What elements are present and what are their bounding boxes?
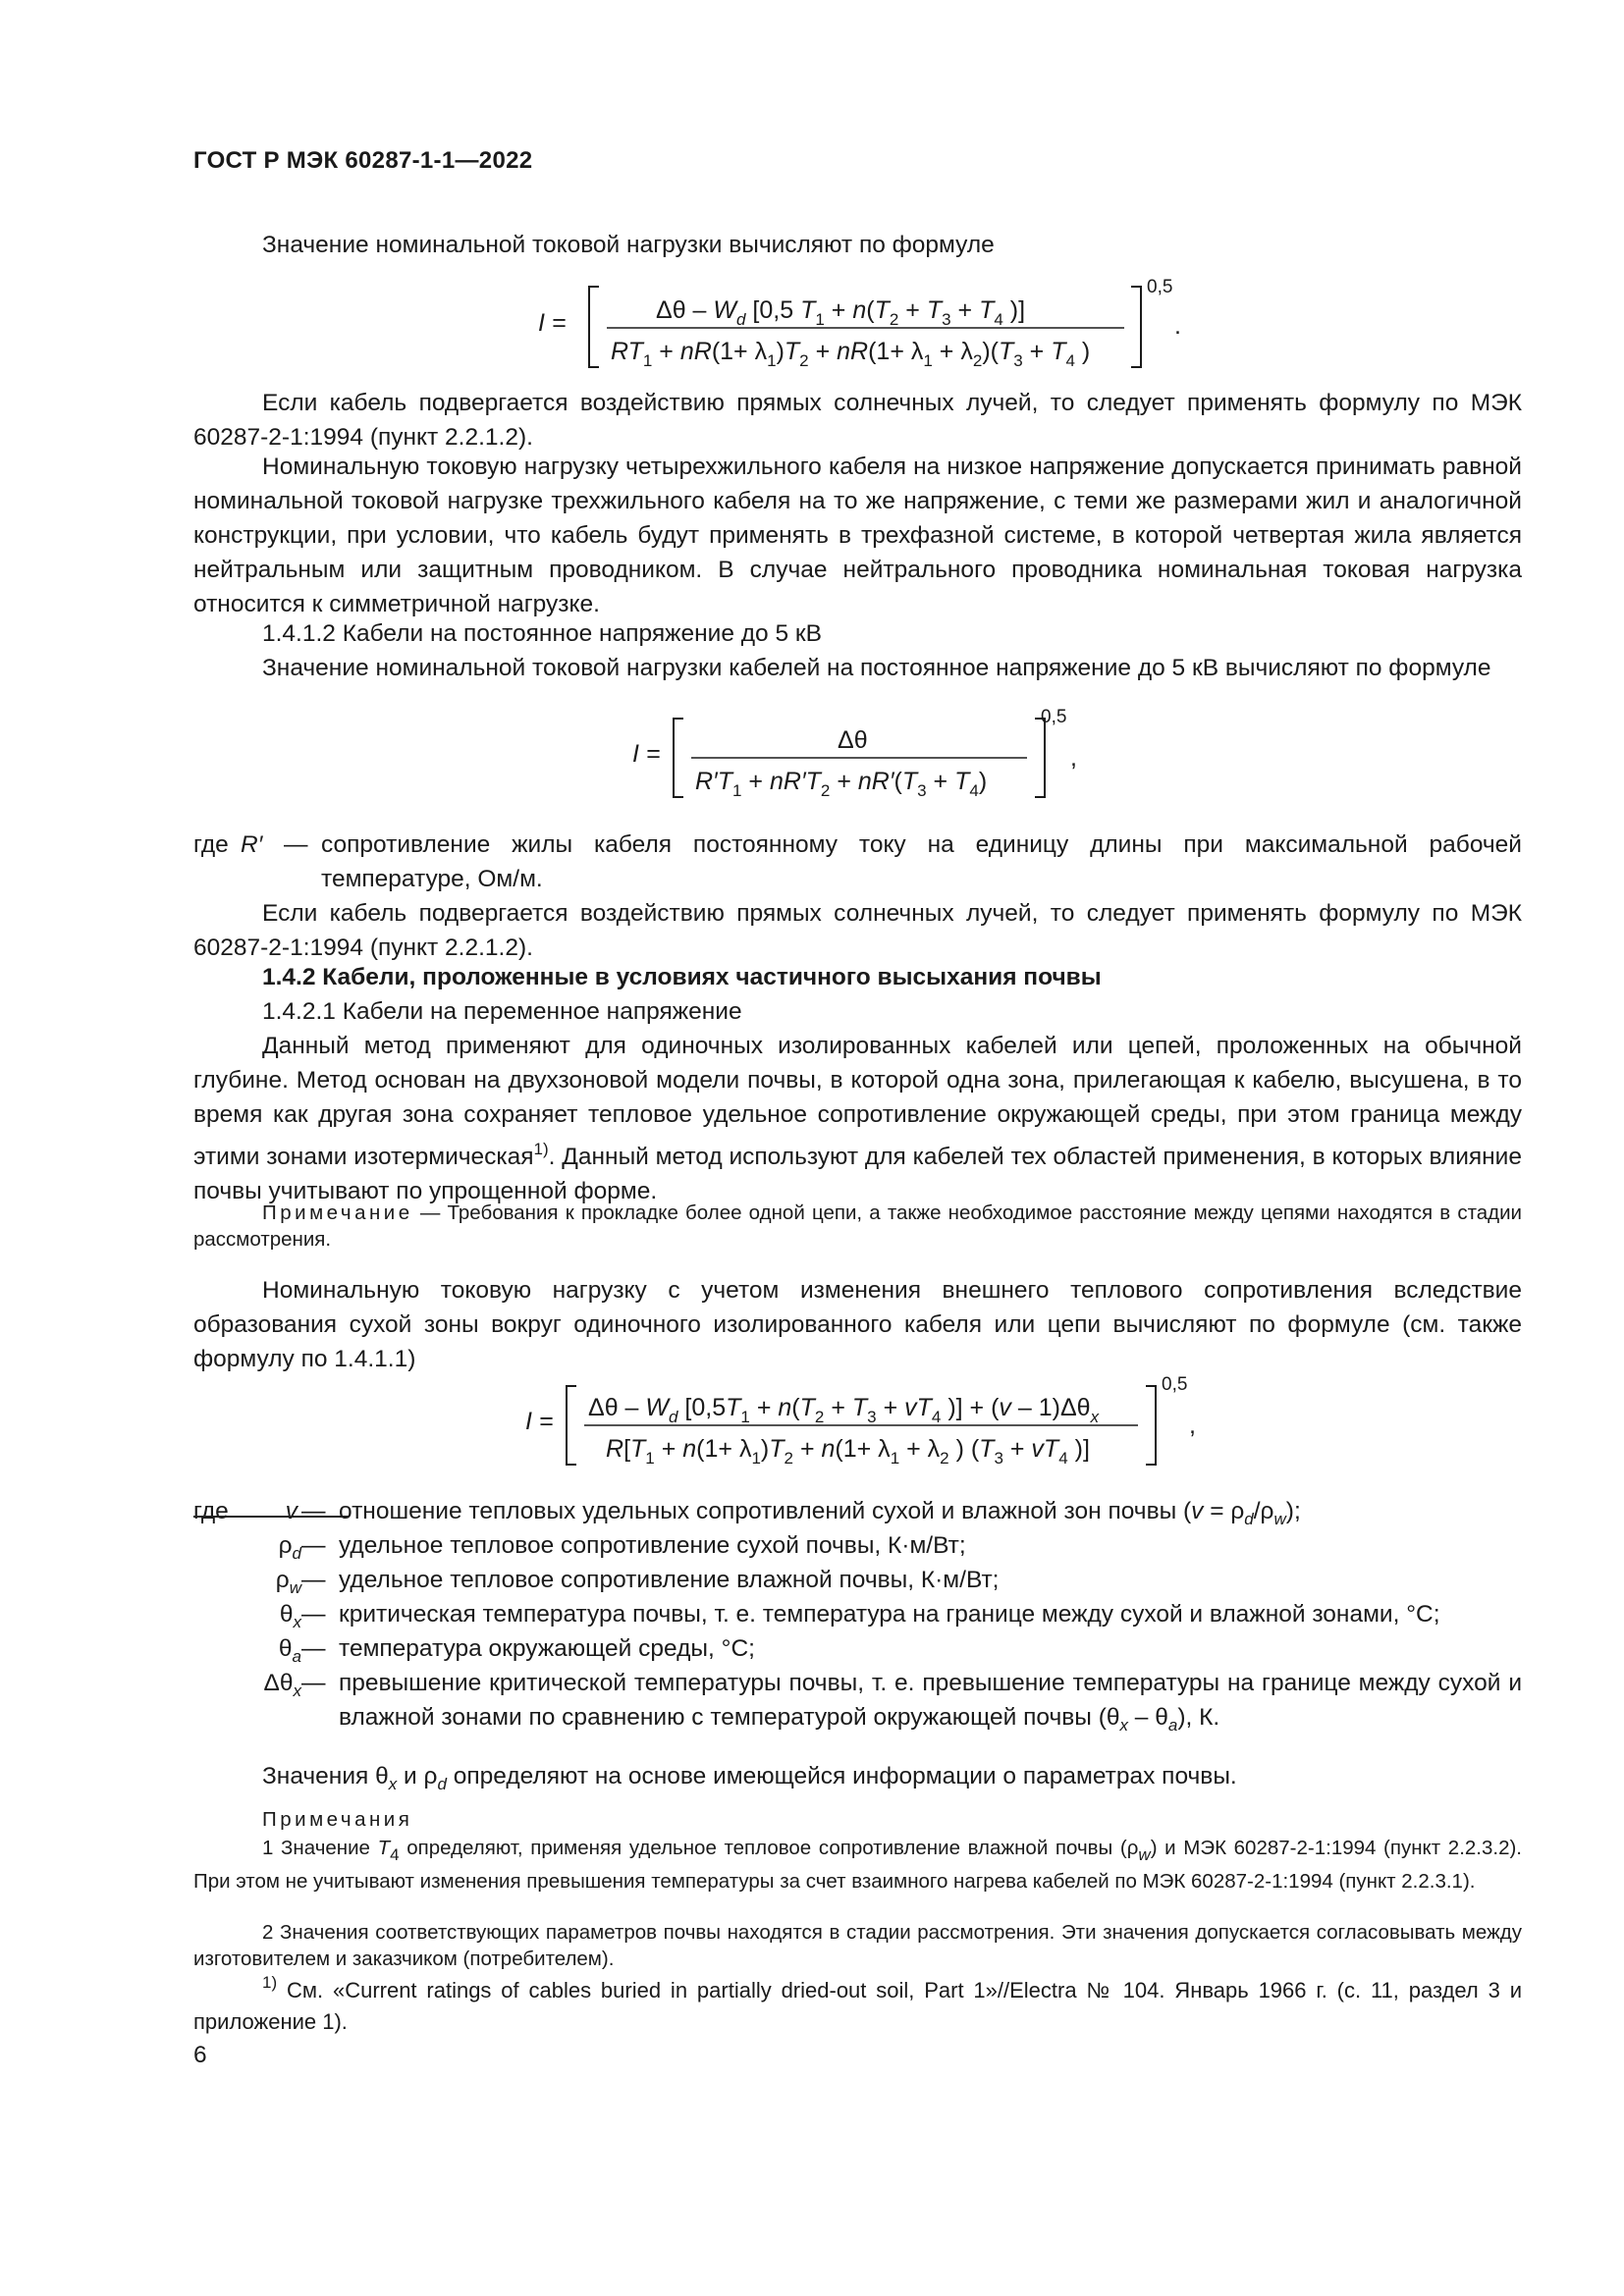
formula1-lhs: I = bbox=[538, 309, 567, 337]
section-1-4-1-2: 1.4.1.2 Кабели на постоянное напряжение до 5 кВ bbox=[262, 620, 822, 647]
where1-lead: где bbox=[193, 831, 229, 858]
footnote-text: См. «Current ratings of cables buried in partially dried-out soil, Part 1»//Electra № 104. Январь 1966 г. (с. 11, раздел 3 и приложение 1). bbox=[193, 1978, 1522, 2034]
formula3-end: , bbox=[1189, 1412, 1196, 1439]
def-theta-a-dash: — bbox=[301, 1635, 326, 1662]
formula3-exponent: 0,5 bbox=[1162, 1374, 1188, 1395]
formula1-numerator: Δθ – $W_d$ [0,5 $T_1 + n(T_2 + T_3 + T_4$ )] bbox=[656, 296, 1026, 329]
section-1-4-2: 1.4.2 Кабели, проложенные в условиях частичного высыхания почвы bbox=[262, 964, 1102, 990]
formula1-exponent: 0,5 bbox=[1147, 277, 1173, 297]
formula3-lhs: I = bbox=[525, 1408, 554, 1435]
def-theta-x-text: критическая температура почвы, т. е. температура на границе между сухой и влажной зонами, °С; bbox=[339, 1601, 1440, 1628]
formula1-denominator: $RT_1 + nR(1+ \lambda_1)T_2 + nR(1+ \lambda_1 + \lambda_2)(T_3 + T_4$ ) bbox=[611, 338, 1091, 370]
document-header: ГОСТ Р МЭК 60287-1-1—2022 bbox=[193, 147, 533, 174]
note-single-circuit bbox=[193, 1200, 1522, 1253]
formula1-end: . bbox=[1174, 312, 1181, 340]
def-rho-w-dash: — bbox=[301, 1567, 326, 1593]
method-text-a: Данный метод применяют для одиночных изолированных кабелей или цепей, проложенных на обычной глубине. Метод основан на двухзоновой модели почвы, в которой одна зона, прилегающая к кабелю, высушена, в то время как другая зона сохраняет тепловое удельное сопротивление окружающей среды, при этом граница между этими зонами изотермическая bbox=[193, 1033, 1522, 1170]
where1-symbol: R′ bbox=[241, 831, 263, 858]
formula-dry-zone-svg bbox=[517, 1376, 1224, 1472]
def-rho-w-symbol: $\rho_w$ bbox=[275, 1567, 301, 1597]
paragraph-solar-1: Если кабель подвергается воздействию прямых солнечных лучей, то следует применять формулу по МЭК 60287-2-1:1994 (пункт 2.2.1.2). bbox=[193, 390, 1522, 451]
formula2-end: , bbox=[1070, 744, 1077, 772]
method-text-b: . Данный метод используют для кабелей тех областей применения, в которых влияние почвы учитывают по упрощенной форме. bbox=[193, 1144, 1522, 1204]
note1-label: Примечание bbox=[262, 1201, 413, 1224]
def-delta-theta-x-symbol: $\Delta\theta_x$ bbox=[263, 1670, 301, 1700]
paragraph-values: Значения $\theta_x$ и $\rho_d$ определяют на основе имеющейся информации о параметрах почвы. bbox=[262, 1763, 1237, 1793]
footnote-mark: 1) bbox=[262, 1973, 278, 1992]
formula2-denominator: $R'T_1 + nR'T_2 + nR'(T_3 + T_4)$ bbox=[695, 768, 988, 800]
formula2-numerator: Δθ bbox=[838, 726, 868, 754]
formula3-denominator: $R[T_1 + n(1+ \lambda_1)T_2 + n(1+ \lambda_1 + \lambda_2$ ) ($T_3 + vT_4$ )] bbox=[606, 1435, 1090, 1468]
def-rho-d-symbol: $\rho_d$ bbox=[278, 1532, 301, 1563]
paragraph-four-core: Номинальную токовую нагрузку четырехжильного кабеля на низкое напряжение допускается принимать равной номинальной токовой нагрузке трехжильного кабеля на то же напряжение, с теми же размерами жил и аналогичной конструкции, при условии, что кабель будут применять в трехфазной системе, в которой четвертая жила является нейтральным или защитным проводником. В случае нейтрального проводника номинальная токовая нагрузка относится к симметричной нагрузке. bbox=[193, 454, 1522, 617]
formula2-lhs: I = bbox=[632, 740, 661, 768]
def-rho-w-text: удельное тепловое сопротивление влажной почвы, К·м/Вт; bbox=[339, 1567, 1000, 1593]
formula-dc-rating-svg bbox=[624, 709, 1115, 805]
section-1-4-2-1: 1.4.2.1 Кабели на переменное напряжение bbox=[262, 998, 742, 1025]
footnote bbox=[193, 1967, 1522, 2038]
note-1: 1 Значение $T_4$ определяют, применяя удельное тепловое сопротивление влажной почвы $(\rho_w)$ и МЭК 60287-2-1:1994 (пункт 2.2.3.2). При этом не учитывают изменения превышения температуры за счет взаимного нагрева кабелей по МЭК 60287-2-1:1994 (пункт 2.2.3.1). bbox=[193, 1837, 1523, 1893]
formula-dc-rating bbox=[624, 709, 1115, 805]
where2-lead: где bbox=[193, 1498, 229, 1524]
where1-text: сопротивление жилы кабеля постоянному току на единицу длины при максимальной рабочей температуре, Ом/м. bbox=[321, 831, 1522, 892]
definition-r-prime bbox=[193, 828, 1522, 896]
def-delta-theta-x-text: превышение критической температуры почвы, т. е. превышение температуры на границе между сухой и влажной зонами по сравнению с температурой окружающей почвы $(\theta_x - \theta_a)$, К. bbox=[339, 1670, 1522, 1735]
def-v-text: отношение тепловых удельных сопротивлений сухой и влажной зон почвы $(v = \rho_d/\rho_w)$; bbox=[339, 1498, 1301, 1528]
notes-heading bbox=[193, 1806, 1522, 1833]
def-theta-x-symbol: $\theta_x$ bbox=[279, 1601, 301, 1631]
paragraph-dry-zone: Номинальную токовую нагрузку с учетом изменения внешнего теплового сопротивления вследствие образования сухой зоны вокруг одиночного изолированного кабеля или цепи вычисляют по формуле (см. также формулу по 1.4.1.1) bbox=[193, 1277, 1522, 1372]
def-delta-theta-x-dash: — bbox=[301, 1670, 326, 1696]
note-2: 2 Значения соответствующих параметров почвы находятся в стадии рассмотрения. Эти значения допускается согласовывать между изготовителем и заказчиком (потребителем). bbox=[193, 1921, 1522, 1970]
formula-ac-rating bbox=[530, 277, 1218, 375]
notes-label: Примечания bbox=[262, 1808, 413, 1831]
formula3-numerator: Δθ – $W_d$ [$0,5T_1 + n(T_2 + T_3 + vT_4$ )] + $(v - 1)\Delta\theta_x$ bbox=[588, 1394, 1100, 1426]
def-v-symbol: v bbox=[285, 1498, 298, 1524]
page-number: 6 bbox=[193, 2042, 207, 2068]
formula2-exponent: 0,5 bbox=[1041, 707, 1067, 727]
def-theta-a-text: температура окружающей среды, °С; bbox=[339, 1635, 755, 1662]
footnote-ref: 1) bbox=[533, 1140, 549, 1158]
footnote-separator bbox=[193, 1516, 349, 1518]
paragraph-dc-formula-intro: Значение номинальной токовой нагрузки кабелей на постоянное напряжение до 5 кВ вычисляют по формуле bbox=[262, 655, 1491, 681]
formula-ac-rating-svg bbox=[530, 277, 1218, 375]
formula-dry-zone bbox=[517, 1376, 1224, 1472]
def-theta-a-symbol: $\theta_a$ bbox=[278, 1635, 301, 1666]
paragraph-method bbox=[193, 1029, 1522, 1208]
def-theta-x-dash: — bbox=[301, 1601, 326, 1628]
def-rho-d-dash: — bbox=[301, 1532, 326, 1559]
definition-list bbox=[193, 1494, 1522, 1759]
def-v-dash: — bbox=[301, 1498, 326, 1524]
paragraph-intro-formula: Значение номинальной токовой нагрузки вычисляют по формуле bbox=[262, 232, 995, 258]
note1-text: — Требования к прокладке более одной цепи, а также необходимое расстояние между цепями находятся в стадии рассмотрения. bbox=[193, 1201, 1522, 1251]
where1-dash: — bbox=[284, 831, 308, 858]
paragraph-solar-2: Если кабель подвергается воздействию прямых солнечных лучей, то следует применять формулу по МЭК 60287-2-1:1994 (пункт 2.2.1.2). bbox=[193, 900, 1522, 961]
def-rho-d-text: удельное тепловое сопротивление сухой почвы, К·м/Вт; bbox=[339, 1532, 966, 1559]
